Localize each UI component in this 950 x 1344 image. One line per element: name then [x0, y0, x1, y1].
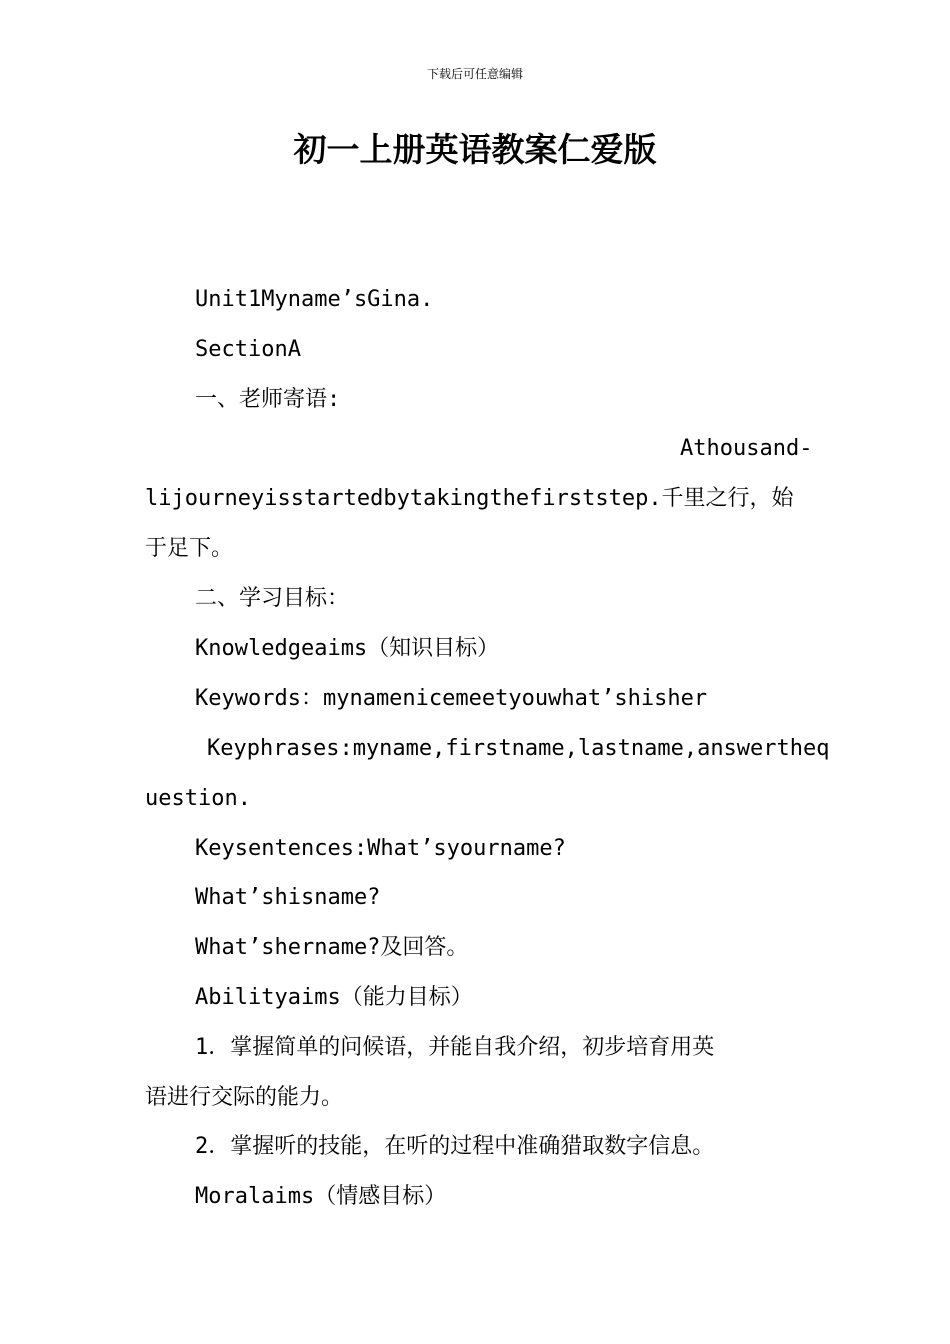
body-line-ability-aims: Abilityaims（能力目标）	[195, 985, 473, 1010]
body-line-ability-1-end: 语进行交际的能力。	[145, 1085, 344, 1110]
body-line-knowledge-aims: Knowledgeaims（知识目标）	[195, 636, 500, 661]
body-line-ability-2: 2．掌握听的技能，在听的过程中准确猎取数字信息。	[195, 1134, 715, 1159]
body-line-keyphrases: Keyphrases:myname,firstname,lastname,answertheq	[207, 736, 830, 761]
heading-teacher-message: 一、老师寄语:	[195, 387, 341, 412]
body-line-section: SectionA	[195, 337, 301, 362]
heading-learning-goals: 二、学习目标：	[195, 586, 350, 611]
header-note: 下载后可任意编辑	[426, 67, 523, 81]
body-line-quote-end: 于足下。	[145, 536, 234, 561]
body-line-keywords: Keywords：mynamenicemeetyouwhat’shisher	[195, 686, 708, 711]
body-line-unit: Unit1Myname’sGina.	[195, 287, 434, 312]
body-line-ability-1: 1．掌握简单的问候语，并能自我介绍，初步培育用英	[195, 1035, 715, 1060]
body-line-keyphrases-end: uestion.	[145, 786, 251, 811]
document-title: 初一上册英语教案仁爱版	[293, 130, 657, 169]
body-line-moral-aims: Moralaims（情感目标）	[195, 1184, 447, 1209]
body-line-his-name: What’shisname?	[195, 885, 381, 910]
body-line-quote-start: Athousand-	[680, 436, 813, 461]
body-line-quote: lijourneyisstartedbytakingthefirststep.千里之行，始	[145, 486, 794, 511]
body-line-keysentences: Keysentences:What’syourname?	[195, 836, 566, 861]
body-line-her-name: What’shername?及回答。	[195, 935, 469, 960]
